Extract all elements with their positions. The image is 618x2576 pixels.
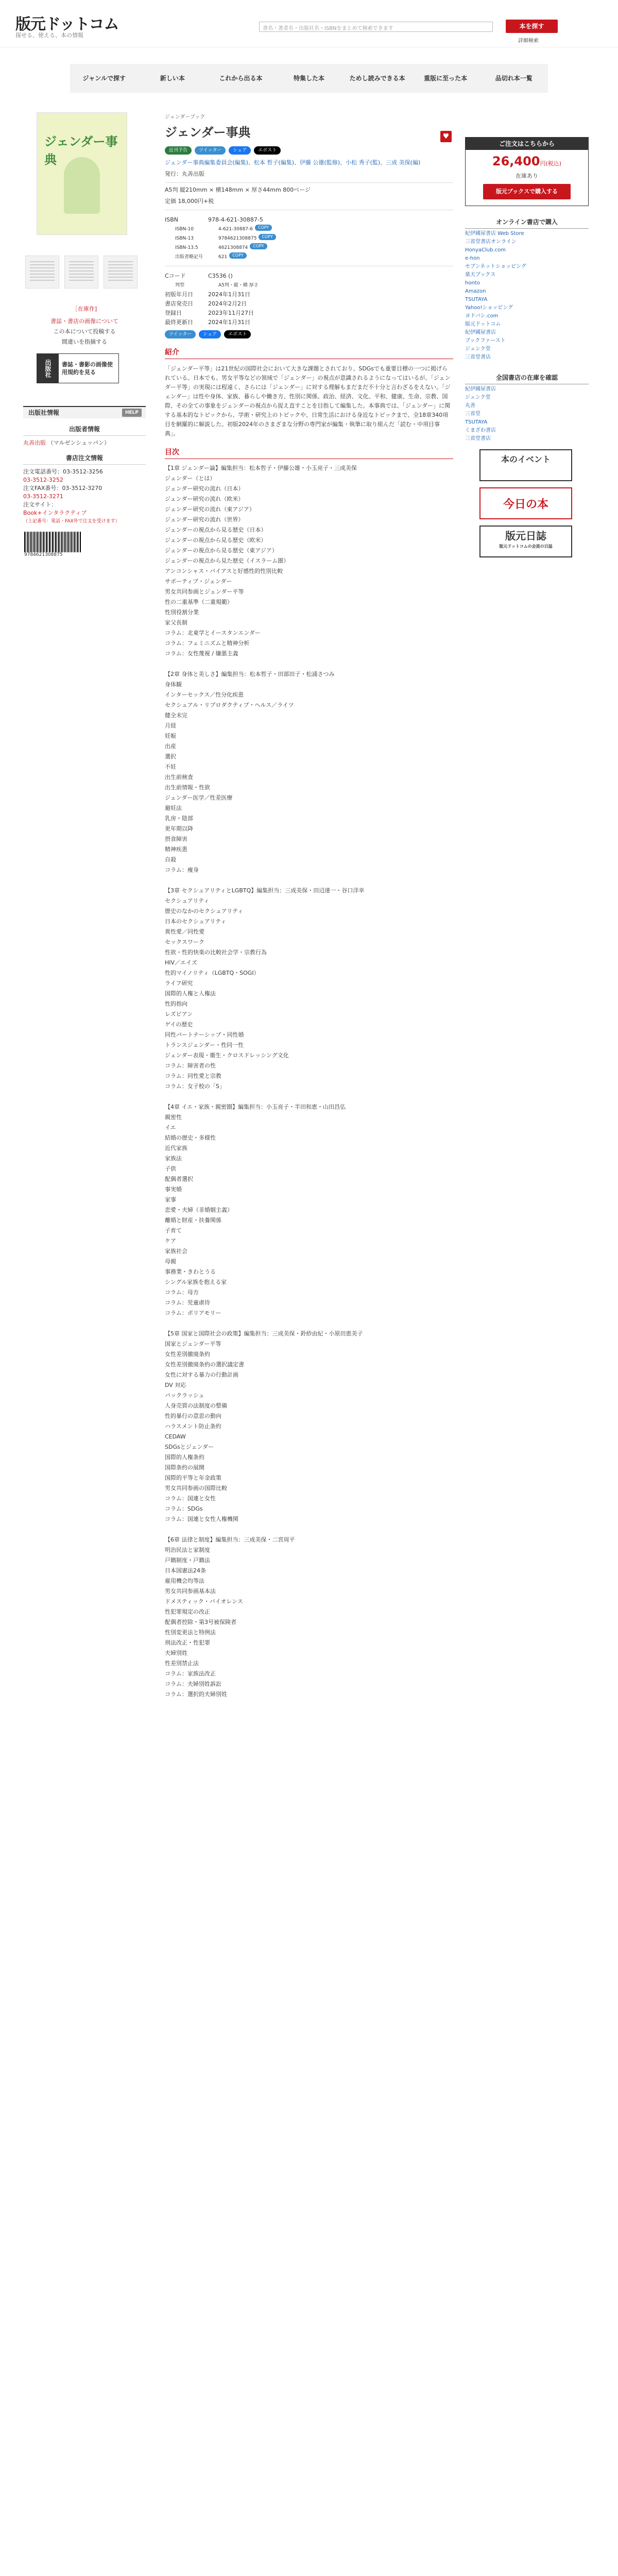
code-value: 4-621-30887-6 [218,227,253,232]
share-badges [165,146,453,155]
toc-item: 夫婦別姓 [165,1650,187,1656]
toc-item: ジェンダー研究の流れ（欧米） [165,496,244,502]
toc-item: 配偶者控除・第3号被保険者 [165,1619,236,1625]
book-detail [165,112,453,1700]
cover-illustration [64,157,100,214]
facebook-share-button[interactable]: シェア [199,330,221,338]
search-button[interactable]: 本を探す [506,20,558,33]
toc-item: 結婚の歴史・多様性 [165,1134,216,1141]
toc-item: 性欲・性的快楽の比較社会学・宗教行為 [165,949,267,956]
toc-item: 母親 [165,1258,176,1265]
toc-item: コラム：SDGs [165,1505,203,1512]
nav-item-reprint[interactable]: 重版に至った本 [424,75,468,82]
toc-item: 国際的人権と人権法 [165,990,216,997]
toc-item: 男女共同参画基本法 [165,1588,216,1595]
online-store-link[interactable]: 三省堂書店 [465,354,491,360]
online-store-link[interactable]: 紀伊國屋書店 Web Store [465,231,524,236]
toc-item: 女性差別撤廃条約 [165,1351,210,1358]
toc-chapter: 【2章 身体と美しさ】編集担当：松本哲子・田部田子・松浦さつみ [165,671,335,677]
toc-item: 性的暴行の意思の動向 [165,1413,221,1419]
toc-item: 性的指向 [165,1001,187,1007]
order-info-heading: 書店注文情報 [23,453,146,465]
toc-item: 男女共同参画とジェンダー平等 [165,588,244,595]
toc-chapter: 【4章 イエ・家族・親密圏】編集担当：小玉亮子・半田和恵・山田昌弘 [165,1104,346,1110]
order-site-link[interactable]: Book+インタラクティブ [23,510,87,516]
toc-item: 国際的人権条約 [165,1454,204,1461]
toc-item: 妊娠 [165,733,176,739]
code-value: 9784621308875 [218,236,257,241]
toc-item: 刑法改正・性犯罪 [165,1639,210,1646]
online-store-link[interactable]: Yahoo!ショッピング [465,305,513,311]
toc-item: 国際条約の展開 [165,1464,204,1471]
toc-item: ケア [165,1238,176,1244]
toc-item: ドメスティック・バイオレンス [165,1598,243,1605]
toc-item: 性別役割分業 [165,609,199,616]
code-label: 出版者略記号 [175,255,203,260]
advanced-search-link[interactable]: 詳細検索 [518,38,539,44]
meta-block: Cコード C3536 () 判型 A5判・縦・横 厚さ 初版年月日 2024年1月31日 書店発売日 2024年2月2日 登録日 2023年11月27日 最終更新日 2024年1月31日 [165,273,259,326]
nav-item-genre[interactable]: ジャンルで探す [82,75,126,82]
online-store-link[interactable]: 楽天ブックス [465,272,496,278]
toc-item: ジェンダー（とは） [165,475,216,482]
toc-item: アンコンシャス・バイアスと好感性的性別比較 [165,568,283,574]
events-banner[interactable]: 本のイベント [479,449,572,481]
toc-item: ジェンダー医学／性差医療 [165,794,233,801]
authors[interactable]: ジェンダー事典編集委員会(編集)、松本 哲子(編集)、伊藤 公雄(監修)、小松 秀子(監)、三成 美保(編) [165,159,421,166]
toc-item: ライフ研究 [165,980,193,987]
code-value: 4621308874 [218,245,248,250]
diary-banner[interactable]: 版元日誌 版元ドットコムの会員の日誌 [479,526,572,557]
order-phone-2[interactable]: 03-3512-3252 [23,477,63,483]
store-link[interactable]: 三省堂 [465,411,480,417]
toc-item: 国家とジェンダー平等 [165,1341,221,1347]
order-status-link[interactable]: ［在庫作] [72,306,97,312]
help-button[interactable]: HELP [122,409,142,417]
site-logo[interactable]: 版元ドットコム [15,15,119,33]
toc-item: コラム：夫婦別姓訴訟 [165,1681,221,1687]
store-link[interactable]: くまざわ書店 [465,428,496,433]
online-store-heading: オンライン書店で購入 [465,217,589,229]
thumbnail[interactable] [104,256,138,289]
toc-item: 恋愛・夫婦（非婚姻主義） [165,1207,233,1213]
search-input[interactable]: 書名・著者名・出版社名・ISBNをまとめて検索できます [259,22,493,32]
nav-item-new[interactable]: 新しい本 [160,75,185,82]
online-store-link[interactable]: 三省堂書店オンライン [465,239,517,245]
intro-heading: 紹介 [165,347,453,359]
toc-item: インターセックス／性分化疾患 [165,691,244,698]
toc-item: 事実婚 [165,1186,182,1193]
twitter-share-button[interactable]: ツイッター [165,330,196,338]
nav-item-outofprint[interactable]: 品切れ本一覧 [495,75,533,82]
online-store-link[interactable]: honto [465,280,480,286]
toc-item: 人身売買の法制度の整備 [165,1402,227,1409]
toc-item: ジェンダーの視点から見る歴史（東アジア） [165,547,278,554]
toc-item: 選択 [165,753,176,760]
toc-item: 精神疾患 [165,846,187,853]
toc-item: ジェンダーの視点から見る歴史（欧米） [165,537,267,544]
main-nav [70,64,548,93]
toc-item: DV 対応 [165,1382,186,1388]
toc-item: トランスジェンダー・性同一性 [165,1042,244,1048]
toc-item: イエ [165,1124,176,1131]
toc-item: サポーティブ・ジェンダー [165,578,232,585]
isbn-barcode [24,532,81,552]
online-store-link[interactable]: HonyaClub.com [465,247,506,253]
toc-item: コラム：痩身 [165,867,199,873]
publisher-info-heading: 出版社情報 HELP [23,407,146,418]
order-info [23,468,146,526]
toc-item: コラム：母方 [165,1289,199,1296]
store-stock-heading: 全国書店の在庫を確認 [465,373,589,384]
code-label: ISBN-10 [175,227,194,232]
cover-title: ジェンダー事典 [44,134,118,167]
toc-item: 雇用機会均等法 [165,1578,204,1584]
toc-item: 更年期以降 [165,825,193,832]
toc-item: 明治民法と家制度 [165,1547,210,1553]
isbn-block: ISBN 978-4-621-30887-5 ISBN-10 4-621-30887-6 COPY ISBN-13 9784621308875 COPY ISBN-13.5 4621308874 COPY 出版者略記号 621 COPY [165,215,453,262]
toc-item: 親密性 [165,1114,182,1121]
isbn-label: ISBN [165,216,179,223]
online-store-link[interactable]: Amazon [465,289,486,294]
toc-item: 自殺 [165,856,176,863]
post-share-button[interactable]: エボスト [224,330,251,338]
toc-item: 性犯罪規定の改正 [165,1608,210,1615]
left-column [23,112,146,557]
order-note: （上記番号：電話・FAX外で注文を受けます） [23,519,120,524]
toc-item: 子育て [165,1227,182,1234]
toc-item: コラム：ポリアモリー [165,1310,221,1316]
toc-item: 出生前検査 [165,774,193,781]
nav-item-upcoming[interactable]: これから出る本 [219,75,263,82]
toc-item: セクシュアル・リプロダクティブ・ヘルス／ライツ [165,702,294,708]
toc-item: 男女共同参画の国際比較 [165,1485,227,1492]
intro-text: 「ジェンダー平等」は21世紀の国際社会において大きな課題とされており、SDGsでも重要目標の一つに掲げられている。日本でも、男女平等などの領域で「ジェンダー」の視点が意識されるようになってはいるが、「ジェンダー平等」の実現には程遠く、さらには「ジェンダー」に対する理解もまだまだ不十分と言わざるをえない。「ジェンダー」は性や身体、家族、暮らしや働き方、性別に関係、政治、経済、文化、平和、健康、生命、宗教、国際、その全ての事象をジェンダーの視点から捉え直すことを目指して編集した。本事典では、「ジェンダー」に関する基本的なトピックから、学術・研究上のトピックや、日常生活における身近なトピックまで、全18章340項目を網羅的に解説した。初版2024年のさまざまな分野の専門家が編集・執筆に取り組んだ「読む・中項目事典」。 [165,365,451,437]
toc-item: ジェンダー表現・衛生・クロスドレッシング文化 [165,1052,289,1059]
post-share-button[interactable]: エボスト [254,146,281,155]
toc-chapter: 【1章 ジェンダー論】編集担当：松本哲子・伊藤公雄・小玉亮子・三成美保 [165,465,357,471]
store-link[interactable]: ジュンク堂 [465,395,491,400]
barcode-number: 9784621308875 [24,552,63,557]
usage-terms-banner[interactable] [37,353,119,383]
toc-item: 国際的平等と年金政策 [165,1475,221,1481]
toc-item: 日本国憲法24条 [165,1567,206,1574]
online-store-list [465,230,589,362]
store-link[interactable]: 丸善 [465,403,475,409]
table-of-contents [165,463,453,1700]
toc-item: 戸籍制度・戸籍法 [165,1557,210,1564]
toc-item: コラム：同性愛と宗教 [165,1073,221,1079]
publisher-name-kana: （マルゼンシュッパン） [47,439,110,446]
ccode-label: Cコード [165,273,186,279]
right-column [465,137,589,557]
site-tagline: 探せる、使える、本の情報 [15,32,83,39]
toc-item: 同性パートナーシップ・同性婚 [165,1031,244,1038]
toc-item: 家族法 [165,1155,182,1162]
toc-item: 家父長制 [165,619,187,626]
toc-item: 子供 [165,1165,176,1172]
banner-label: 出版社 [37,354,59,383]
book-cover[interactable] [37,112,127,235]
toc-item: 離婚と財産・扶養関係 [165,1217,221,1224]
status-badge: 近刊予告 [165,146,192,155]
toc-chapter: 【6章 法律と制度】編集担当：三成美保・二宮周平 [165,1536,295,1543]
report-error-link[interactable]: 間違いを指摘する [62,338,107,345]
toc-item: コラム：フェミニズムと精神分析 [165,640,250,647]
toc-item: セックスワーク [165,939,204,945]
post-about-link[interactable]: この本について投稿する [53,328,116,335]
toc-item: 出生前情報・性欲 [165,784,210,791]
toc-item: 身体観 [165,681,182,688]
thumbnail[interactable] [25,256,59,289]
page-thumbnails [25,256,146,289]
toc-item: 健全未完 [165,712,187,719]
toc-item: 異性愛／同性愛 [165,928,204,935]
toc-item: 不妊 [165,764,176,770]
online-store-link[interactable]: ジュンク堂 [465,346,491,352]
buy-button[interactable]: 版元ブックスで購入する [483,184,571,199]
toc-item: コラム：国連と女性 [165,1495,216,1502]
stock-status: 在庫あり [516,173,538,179]
book-title: ジェンダー事典 [165,125,251,140]
toc-chapter: 【3章 セクシュアリティとLGBTQ】編集担当：三成美保・田辺達一・谷口洋幸 [165,887,365,894]
toc-item: コラム：国連と女性人権機関 [165,1516,238,1522]
toc-item: 性差別禁止法 [165,1660,199,1667]
toc-item: ジェンダー研究の流れ（日本） [165,485,244,492]
toc-item: 近代家族 [165,1145,187,1151]
nav-item-preview[interactable]: ためし読みできる本 [349,75,405,82]
list-price: 定価 18,000円+税 [165,198,214,205]
twitter-share-button[interactable]: ツイッター [195,146,226,155]
online-store-link[interactable]: ブックファースト [465,338,506,344]
toc-item: シングル家族を抱える家 [165,1279,227,1285]
toc-item: 性的マイノリティ（LGBTQ・SOGI） [165,970,260,976]
toc-item: 日本のセクシュアリティ [165,918,227,925]
toc-item: コラム：女性蔑視 / 嫌悪主義 [165,650,238,657]
book-spec: A5判 縦210mm × 横148mm × 厚さ44mm 800ページ [165,187,311,193]
toc-item: 家事 [165,1196,176,1203]
order-box [465,137,589,206]
order-box-heading: ご注文はこちらから [466,138,588,150]
order-fax: 注文FAX番号：03-3512-3270 [23,485,102,492]
code-label: ISBN-13.5 [175,245,198,250]
online-store-link[interactable]: ヨドバシ.com [465,313,499,319]
store-link[interactable]: 紀伊國屋書店 [465,386,496,392]
toc-item: 性別変更法と特例法 [165,1629,216,1636]
toc-item: 避妊法 [165,805,182,811]
toc-item: 性の二重基準（二重規範） [165,599,233,605]
nav-item-featured[interactable]: 特集した本 [294,75,325,82]
isbn-value: 978-4-621-30887-5 [208,216,263,223]
toc-item: 家族社会 [165,1248,187,1255]
favorite-heart-icon[interactable]: ♥ [440,131,452,142]
toc-item: CEDAW [165,1433,186,1440]
image-info-link[interactable]: 書誌・書店の画像について [50,318,118,325]
toc-item: コラム：障害者の性 [165,1062,216,1069]
toc-item: ゲイの歴史 [165,1021,193,1028]
share-badges-bottom [165,330,453,338]
online-store-link[interactable]: TSUTAYA [465,297,488,302]
toc-item: コラム：北東学とイースタンエンダー [165,630,261,636]
toc-heading: 目次 [165,447,453,459]
toc-item: セクシュアリティ [165,897,210,904]
ccode-value: C3536 () [208,273,233,279]
order-site-label: 注文サイト： [23,501,57,508]
store-link[interactable]: TSUTAYA [465,419,488,425]
store-link[interactable]: 三省堂書店 [465,436,491,442]
code-label: ISBN-13 [175,236,194,241]
banner-text: 書誌・書影の画像使用規約を見る [62,361,113,376]
online-store-link[interactable]: 版元ドットコム [465,321,501,327]
publisher-subheading: 出版者情報 [23,425,146,436]
publisher-line: 発行：丸善出版 [165,171,204,177]
order-fax-2[interactable]: 03-3512-3271 [23,493,63,500]
toc-item: コラム：家族法改正 [165,1670,216,1677]
toc-item: ジェンダー研究の流れ（世界） [165,516,244,523]
toc-chapter: 【5章 国家と国際社会の政策】編集担当：三成美保・鈴紗由紀・小原田恵美子 [165,1330,363,1337]
toc-item: ジェンダー研究の流れ（東アジア） [165,506,255,513]
series-name[interactable]: ジェンダーブック [165,114,205,120]
site-header [0,0,618,47]
toc-item: 配偶者選択 [165,1176,193,1182]
publisher-info-box [23,406,146,557]
facebook-share-button[interactable]: シェア [229,146,251,155]
price: 26,400円(税込) [492,154,562,168]
toc-item: 歴史のなかのセクシュアリティ [165,908,244,914]
toc-item: 摂食障害 [165,836,187,842]
toc-item: 出産 [165,743,176,750]
thumbnail[interactable] [64,256,98,289]
toc-item: SDGsとジェンダー [165,1444,214,1450]
toc-item: 事務業・きわとうる [165,1268,216,1275]
publisher-name[interactable]: 丸善出版 [23,439,46,446]
online-store-link[interactable]: e-hon [465,256,480,261]
toc-item: 月経 [165,722,176,729]
toc-item: ジェンダーの視点から見る歴史（日本） [165,527,267,533]
online-store-link[interactable]: 紀伊國屋書店 [465,330,496,335]
toc-item: ジェンダーの視点から見た歴史（イスラーム圏） [165,557,289,564]
toc-item: HIV／エイズ [165,959,197,966]
toc-item: コラム：選択的夫婦別姓 [165,1691,227,1698]
toc-item: 乳房・陰部 [165,815,193,822]
toc-item: レズビアン [165,1011,193,1018]
order-phone: 注文電話番号：03-3512-3256 [23,468,103,475]
toc-item: コラム：女子校の「S」 [165,1083,225,1090]
todays-book-banner[interactable]: 今日の本 [479,487,572,519]
code-value: 621 [218,255,228,260]
toc-item: ハラスメント防止条約 [165,1423,221,1430]
store-list [465,385,589,443]
online-store-link[interactable]: セブンネットショッピング [465,264,526,269]
toc-item: コラム：児童虐待 [165,1299,210,1306]
toc-item: 女性差別撤廃条約の選択議定書 [165,1361,244,1368]
toc-item: 女性に対する暴力の行動計画 [165,1371,238,1378]
toc-item: バックラッシュ [165,1392,204,1399]
